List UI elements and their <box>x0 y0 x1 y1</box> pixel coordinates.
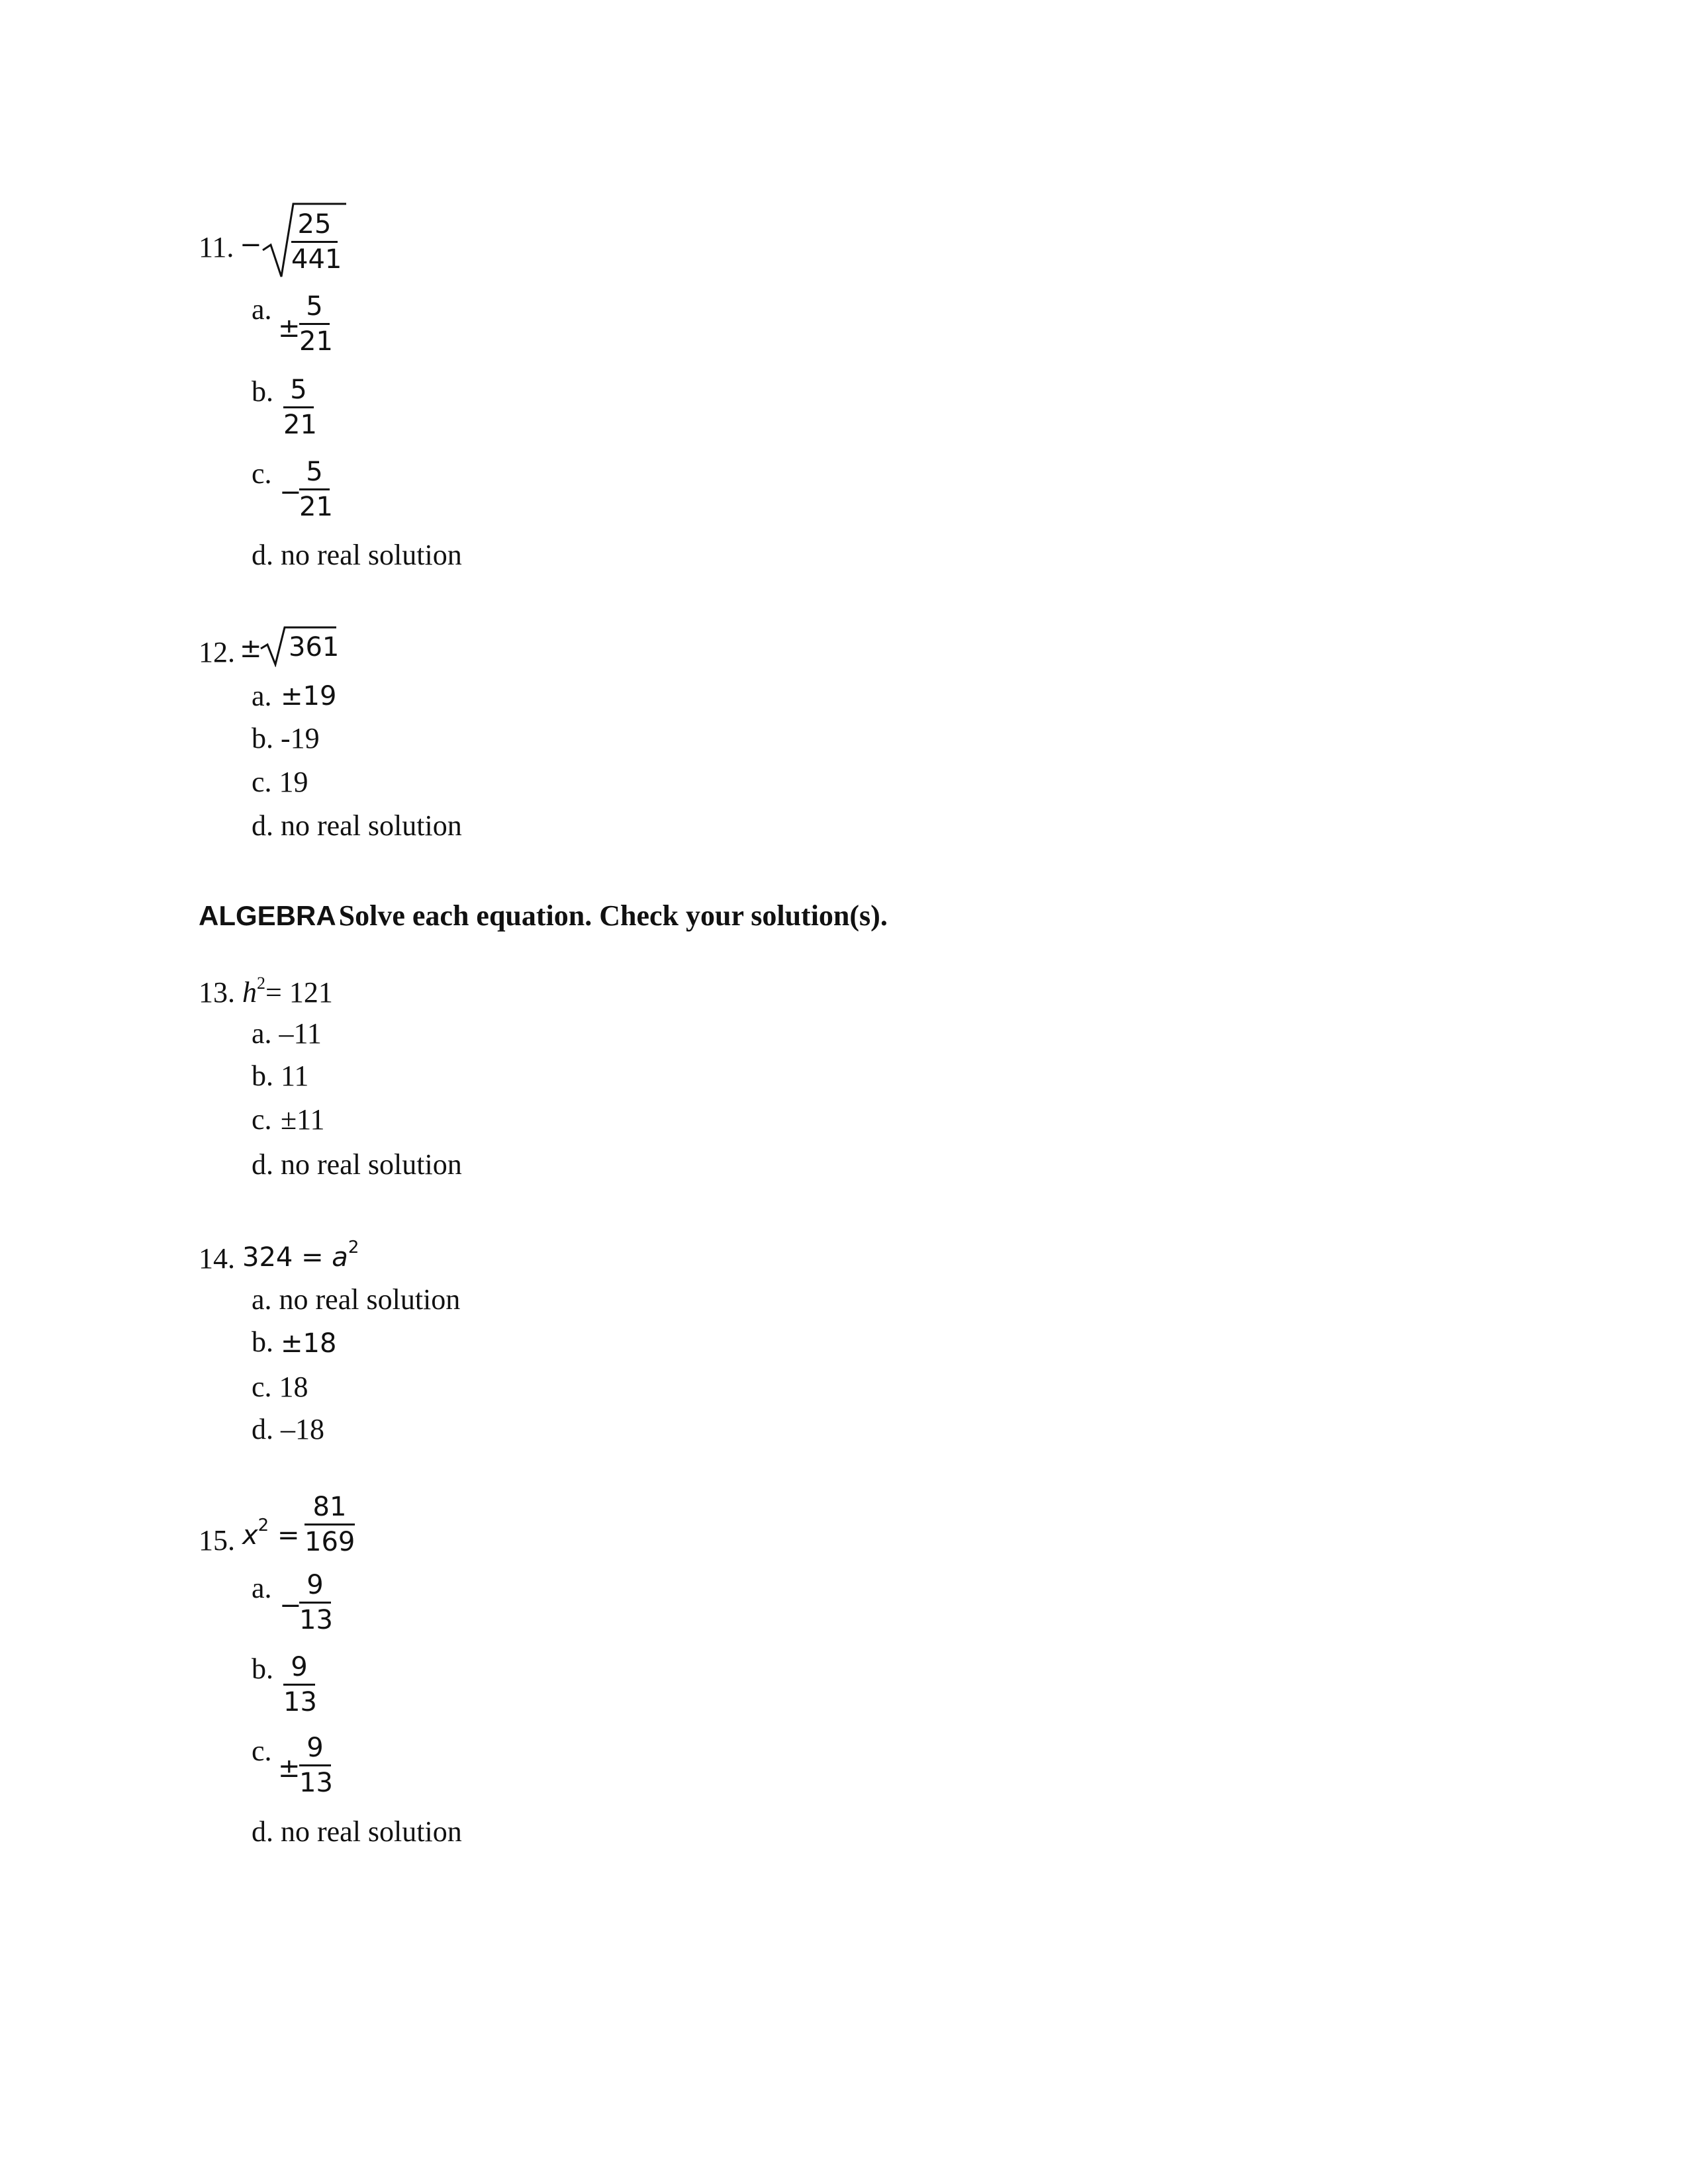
choice-a[interactable]: a. –11 <box>252 1017 322 1050</box>
choice-c-numerator: 9 <box>306 1733 324 1763</box>
choice-c-denominator: 13 <box>299 1768 333 1798</box>
choice-d[interactable]: d. no real solution <box>252 809 462 842</box>
choice-b-label[interactable]: b. <box>252 1326 273 1358</box>
choice-b-denominator: 13 <box>283 1687 317 1717</box>
choice-c-fraction <box>299 457 333 522</box>
choice-b-label[interactable]: b. <box>252 1653 273 1685</box>
question-number: 15. <box>199 1524 235 1557</box>
choice-b-value: ±18 <box>281 1328 337 1359</box>
choice-a-numerator: 9 <box>306 1570 324 1600</box>
choice-a-numerator: 5 <box>306 291 323 322</box>
equation-equals: = <box>277 1520 300 1551</box>
equation-exponent: 2 <box>257 974 265 993</box>
equation-exponent: 2 <box>348 1238 359 1257</box>
radicand-fraction <box>291 209 342 275</box>
section-instruction: Solve each equation. Check your solution(s). <box>338 899 888 932</box>
equation-variable: x <box>242 1520 258 1551</box>
question-number: 11. <box>199 231 234 263</box>
equation-variable: a <box>332 1242 348 1273</box>
choice-b[interactable]: b. -19 <box>252 722 320 754</box>
choice-c-sign: ± <box>278 1753 301 1784</box>
choice-a-label[interactable]: a. <box>252 293 272 326</box>
choice-a-denominator: 21 <box>299 326 333 357</box>
choice-a-sign: − <box>279 1590 302 1621</box>
choice-a-label[interactable]: a. <box>252 1572 272 1604</box>
choice-a-fraction <box>299 1570 331 1635</box>
choice-c-fraction <box>299 1733 331 1798</box>
choice-c[interactable]: c. 18 <box>252 1371 308 1403</box>
section-heading <box>199 899 888 933</box>
choice-a-label[interactable]: a. <box>252 680 272 712</box>
question-number: 13. <box>199 976 235 1009</box>
question-number: 14. <box>199 1242 235 1275</box>
choice-a-value: ±19 <box>281 681 337 711</box>
radicand: 361 <box>289 632 340 662</box>
radicand-denominator: 441 <box>291 244 342 275</box>
equation-exponent: 2 <box>258 1516 269 1535</box>
question-15-lhs <box>242 1516 300 1551</box>
equation-variable: h <box>242 976 257 1009</box>
choice-c-value: ±11 <box>281 1103 325 1136</box>
equation-rhs: = 121 <box>265 976 333 1009</box>
choice-b-fraction <box>283 375 317 440</box>
plus-minus-sign: ± <box>240 633 262 664</box>
choice-b-label[interactable]: b. <box>252 375 273 408</box>
choice-a[interactable]: a. no real solution <box>252 1283 461 1316</box>
choice-d[interactable]: d. –18 <box>252 1413 324 1445</box>
section-label: ALGEBRA <box>199 900 336 931</box>
rhs-numerator: 81 <box>312 1492 347 1522</box>
choice-c-label[interactable]: c. <box>252 1103 272 1136</box>
choice-d[interactable]: d. no real solution <box>252 1815 462 1848</box>
choice-c-denominator: 21 <box>299 492 333 522</box>
choice-b-numerator: 5 <box>290 375 307 405</box>
equation-lhs: 324 = <box>242 1242 324 1273</box>
choice-b[interactable]: b. 11 <box>252 1060 309 1092</box>
question-13-equation <box>199 974 333 1009</box>
choice-c-label[interactable]: c. <box>252 457 272 490</box>
choice-d[interactable]: d. no real solution <box>252 1148 462 1181</box>
question-14-equation <box>242 1238 359 1273</box>
choice-a-fraction <box>299 291 333 357</box>
choice-d[interactable]: d. no real solution <box>252 539 462 571</box>
choice-b-denominator: 21 <box>283 410 317 440</box>
question-number: 12. <box>199 636 235 668</box>
rhs-denominator: 169 <box>305 1527 355 1557</box>
choice-b-fraction <box>283 1652 315 1717</box>
choice-a-sign: ± <box>278 313 301 343</box>
choice-c[interactable]: c. 19 <box>252 766 308 798</box>
choice-a-denominator: 13 <box>299 1605 333 1635</box>
radicand-numerator: 25 <box>297 209 332 240</box>
choice-c-sign: − <box>279 477 302 508</box>
choice-c-label[interactable]: c. <box>252 1735 272 1767</box>
rhs-fraction <box>305 1492 355 1557</box>
minus-sign: − <box>240 230 262 260</box>
choice-b-numerator: 9 <box>291 1652 308 1682</box>
choice-c-numerator: 5 <box>306 457 323 487</box>
